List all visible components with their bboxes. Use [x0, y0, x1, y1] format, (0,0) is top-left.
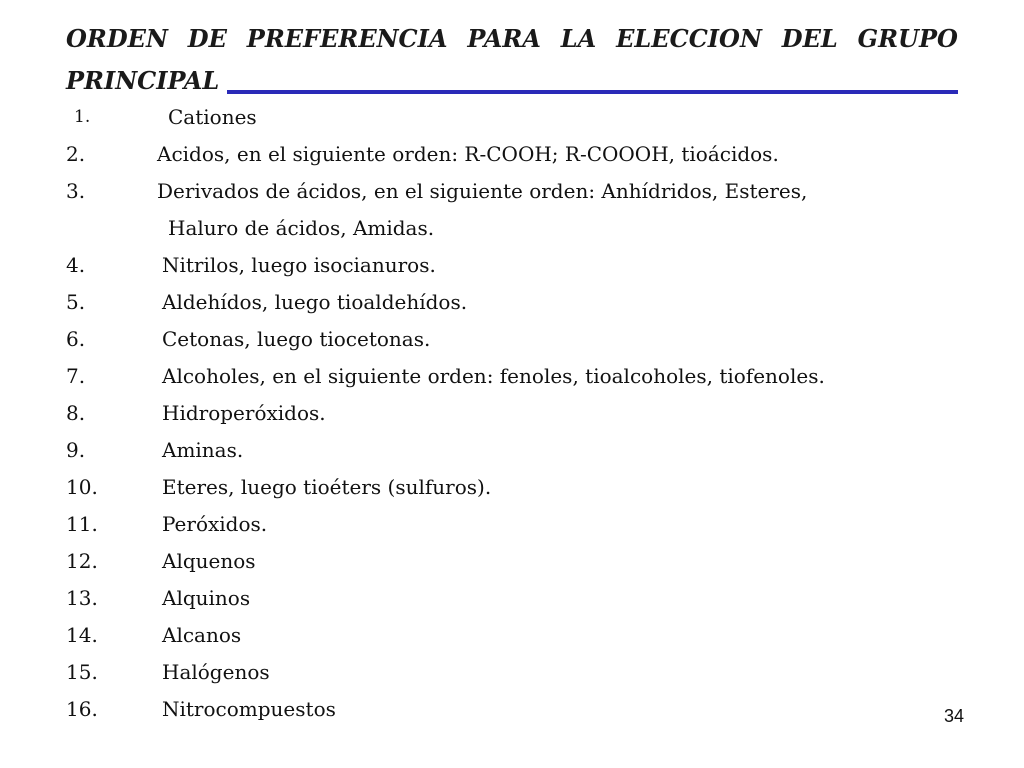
item-number: 14.	[66, 623, 98, 647]
item-number: 16.	[66, 697, 98, 721]
title-word: PRINCIPAL	[66, 66, 220, 95]
item-text: Acidos, en el siguiente orden: R-COOH; R-COOOH, tioácidos.	[157, 142, 779, 166]
item-number: 4.	[66, 253, 86, 277]
item-number: 10.	[66, 475, 98, 499]
item-text: Alcoholes, en el siguiente orden: fenoles, tioalcoholes, tiofenoles.	[162, 364, 825, 388]
item-text: Alquenos	[162, 549, 256, 573]
preference-list	[66, 99, 966, 728]
item-text: Nitrilos, luego isocianuros.	[162, 253, 436, 277]
title-word: DE	[187, 24, 227, 53]
item-text: Aminas.	[162, 438, 244, 462]
list-item-continuation	[66, 210, 966, 247]
list-item	[66, 691, 966, 728]
item-text: Aldehídos, luego tioaldehídos.	[162, 290, 468, 314]
item-text: Hidroperóxidos.	[162, 401, 326, 425]
title-word: PREFERENCIA	[246, 24, 448, 53]
title-word: GRUPO	[857, 24, 958, 53]
list-item	[66, 395, 966, 432]
item-number: 5.	[66, 290, 86, 314]
list-item	[66, 469, 966, 506]
title-line-1	[66, 18, 958, 60]
item-text: Peróxidos.	[162, 512, 268, 536]
list-item	[66, 284, 966, 321]
title-word: ELECCION	[616, 24, 762, 53]
item-number: 12.	[66, 549, 98, 573]
list-item	[66, 247, 966, 284]
item-number: 11.	[66, 512, 98, 536]
list-item	[66, 173, 966, 210]
item-text: Alquinos	[162, 586, 251, 610]
item-number: 8.	[66, 401, 86, 425]
item-text: Cetonas, luego tiocetonas.	[162, 327, 431, 351]
item-text: Eteres, luego tioéters (sulfuros).	[162, 475, 492, 499]
list-item	[66, 617, 966, 654]
slide-title	[66, 18, 958, 102]
list-item	[66, 506, 966, 543]
list-item	[66, 543, 966, 580]
title-word: LA	[560, 24, 597, 53]
title-word: ORDEN	[66, 24, 168, 53]
list-item	[66, 321, 966, 358]
page-number: 34	[943, 706, 964, 726]
item-number: 6.	[66, 327, 86, 351]
item-number: 9.	[66, 438, 86, 462]
item-number: 2.	[66, 142, 86, 166]
title-word: PARA	[467, 24, 541, 53]
list-item	[66, 358, 966, 395]
item-number: 3.	[66, 179, 86, 203]
item-text: Halógenos	[162, 660, 270, 684]
item-number: 13.	[66, 586, 98, 610]
item-number: 15.	[66, 660, 98, 684]
item-number: 1.	[74, 107, 91, 127]
item-number: 7.	[66, 364, 86, 388]
item-text: Cationes	[168, 105, 257, 129]
list-item	[66, 432, 966, 469]
title-underline-rule	[227, 90, 958, 94]
list-item	[66, 136, 966, 173]
title-line-2	[66, 60, 958, 102]
item-text: Derivados de ácidos, en el siguiente orden: Anhídridos, Esteres,	[157, 179, 808, 203]
list-item	[66, 654, 966, 691]
item-text-continuation: Haluro de ácidos, Amidas.	[168, 216, 435, 240]
list-item	[66, 99, 966, 136]
item-text: Alcanos	[162, 623, 242, 647]
list-item	[66, 580, 966, 617]
item-text: Nitrocompuestos	[162, 697, 336, 721]
title-word: DEL	[781, 24, 838, 53]
